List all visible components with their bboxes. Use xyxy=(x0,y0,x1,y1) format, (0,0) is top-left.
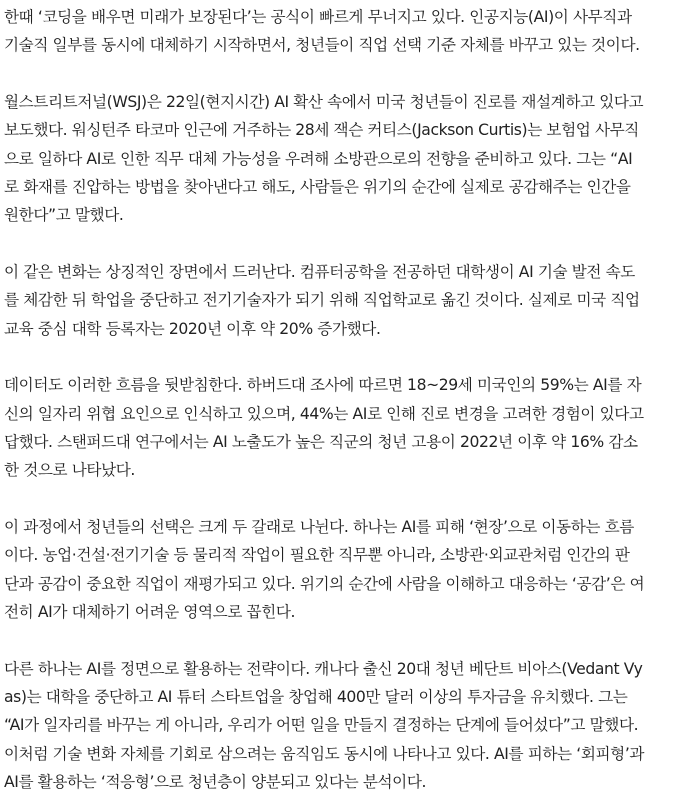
text-line: 한때 ‘코딩을 배우면 미래가 보장된다’는 공식이 빠르게 무너지고 있다. 인공지능(AI)이 사무직과 xyxy=(4,8,632,26)
paragraph-symbolic-scene xyxy=(4,258,681,343)
text-line: AI를 활용하는 ‘적응형’으로 청년층이 양분되고 있다는 분석이다. xyxy=(4,773,427,792)
text-line: 다른 하나는 AI를 정면으로 활용하는 전략이다. 캐나다 출신 20대 청년 베단트 비아스(Vedant Vy xyxy=(4,659,643,678)
text-line: 기술직 일부를 동시에 대체하기 시작하면서, 청년들이 직업 선택 기준 자체를 바꾸고 있는 것이다. xyxy=(4,36,640,55)
text-line: 단과 공감이 중요한 직업이 재평가되고 있다. 위기의 순간에 사람을 이해하고 대응하는 ‘공감’은 여 xyxy=(4,574,645,593)
text-line: 전히 AI가 대체하기 어려운 영역으로 꼽힌다. xyxy=(4,603,296,622)
paragraph-two-paths xyxy=(4,513,681,626)
paragraph-adaptation xyxy=(4,655,681,796)
text-line: 원한다”고 말했다. xyxy=(4,206,124,225)
paragraph-wsj-report xyxy=(4,88,681,229)
text-line: 이다. 농업·건설·전기기술 등 물리적 작업이 필요한 직무뿐 아니라, 소방관·외교관처럼 인간의 판 xyxy=(4,546,630,565)
text-line: 보도했다. 워싱턴주 타코마 인근에 거주하는 28세 잭슨 커티스(Jackson Curtis)는 보험업 사무직 xyxy=(4,121,639,140)
text-line: 데이터도 이러한 흐름을 뒷받침한다. 하버드대 조사에 따르면 18~29세 미국인의 59%는 AI를 자 xyxy=(4,376,642,395)
paragraph-intro xyxy=(4,3,681,60)
text-line: 이처럼 기술 변화 자체를 기회로 삼으려는 움직임도 동시에 나타나고 있다. AI를 피하는 ‘회피형’과 xyxy=(4,744,645,763)
text-line: “AI가 일자리를 바꾸는 게 아니라, 우리가 어떤 일을 만들지 결정하는 단계에 들어섰다”고 말했다. xyxy=(4,716,639,735)
text-line: as)는 대학을 중단하고 AI 튜터 스타트업을 창업해 400만 달러 이상의 투자금을 유치했다. 그는 xyxy=(4,688,628,707)
text-line: 이 같은 변화는 상징적인 장면에서 드러난다. 컴퓨터공학을 전공하던 대학생이 AI 기술 발전 속도 xyxy=(4,263,635,282)
text-line: 신의 일자리 위협 요인으로 인식하고 있으며, 44%는 AI로 인해 진로 변경을 고려한 경험이 있다고 xyxy=(4,404,644,423)
text-line: 교육 중심 대학 등록자는 2020년 이후 약 20% 증가했다. xyxy=(4,319,381,338)
text-line: 월스트리트저널(WSJ)은 22일(현지시간) AI 확산 속에서 미국 청년들이 진로를 재설계하고 있다고 xyxy=(4,93,644,112)
text-line: 한 것으로 나타났다. xyxy=(4,461,135,480)
text-line: 이 과정에서 청년들의 선택은 크게 두 갈래로 나뉜다. 하나는 AI를 피해 ‘현장’으로 이동하는 흐름 xyxy=(4,518,634,537)
paragraph-data xyxy=(4,371,681,484)
text-line: 를 체감한 뒤 학업을 중단하고 전기기술자가 되기 위해 직업학교로 옮긴 것이다. 실제로 미국 직업 xyxy=(4,291,640,310)
text-line: 으로 일하다 AI로 인한 직무 대체 가능성을 우려해 소방관으로의 전향을 준비하고 있다. 그는 “AI xyxy=(4,149,633,168)
text-line: 답했다. 스탠퍼드대 연구에서는 AI 노출도가 높은 직군의 청년 고용이 2022년 이후 약 16% 감소 xyxy=(4,433,638,452)
text-line: 로 화재를 진압하는 방법을 찾아낸다고 해도, 사람들은 위기의 순간에 실제로 공감해주는 인간을 xyxy=(4,177,631,196)
